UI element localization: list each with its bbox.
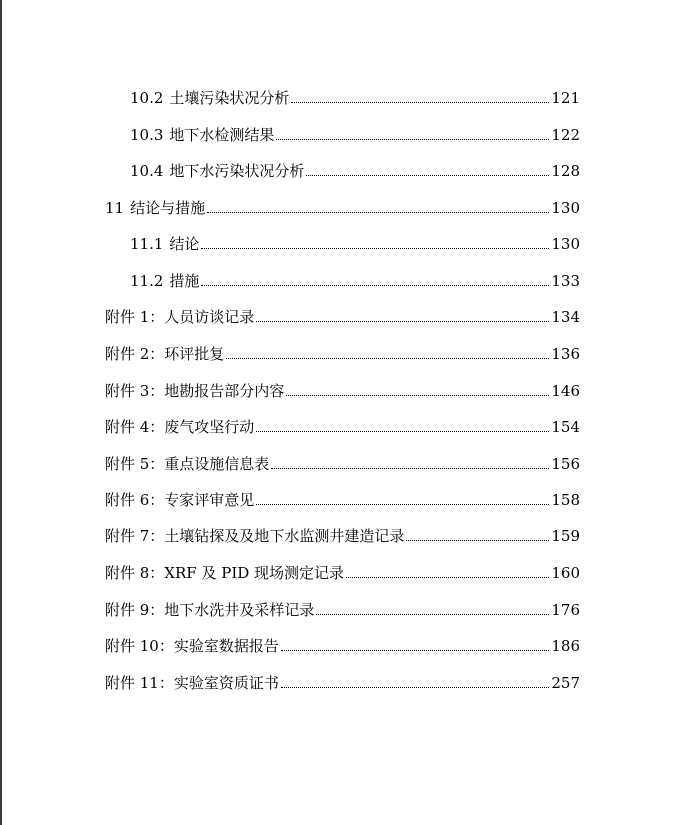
toc-entry-page: 146 xyxy=(551,382,580,400)
toc-dot-leader xyxy=(406,540,549,541)
toc-entry-title: 地下水检测结果 xyxy=(169,126,275,144)
toc-dot-leader xyxy=(306,175,549,176)
toc-entry-number: 11.2 xyxy=(130,272,164,290)
toc-entry-title: 附件 4：废气攻坚行动 xyxy=(105,418,255,436)
toc-entry-page: 176 xyxy=(551,601,580,619)
toc-entry-title: 附件 3：地勘报告部分内容 xyxy=(105,382,285,400)
toc-entry-page: 156 xyxy=(551,455,580,473)
toc-dot-leader xyxy=(286,395,549,396)
toc-entry-page: 154 xyxy=(551,418,580,436)
toc-entry-page: 130 xyxy=(551,199,580,217)
toc-entry[interactable] xyxy=(105,340,580,362)
toc-entry[interactable] xyxy=(130,157,580,179)
toc-dot-leader xyxy=(201,285,549,286)
toc-dot-leader xyxy=(256,321,549,322)
toc-entry[interactable] xyxy=(105,559,580,581)
toc-entry-title: 措施 xyxy=(169,272,200,290)
toc-entry[interactable] xyxy=(105,596,580,618)
toc-entry-page: 134 xyxy=(551,308,580,326)
toc-entry-page: 186 xyxy=(551,637,580,655)
toc-entry[interactable] xyxy=(105,450,580,472)
toc-entry-title: 附件 8：XRF 及 PID 现场测定记录 xyxy=(105,564,345,582)
toc-dot-leader xyxy=(201,248,549,249)
toc-entry[interactable] xyxy=(130,230,580,252)
toc-entry-title: 地下水污染状况分析 xyxy=(169,162,305,180)
toc-dot-leader xyxy=(281,687,550,688)
toc-dot-leader xyxy=(256,431,549,432)
toc-entry-title: 附件 7：土壤钻探及及地下水监测井建造记录 xyxy=(105,527,405,545)
toc-entry-title: 附件 5：重点设施信息表 xyxy=(105,455,270,473)
toc-dot-leader xyxy=(281,650,550,651)
toc-entry[interactable] xyxy=(105,522,580,544)
toc-entry-page: 159 xyxy=(551,527,580,545)
toc-entry[interactable] xyxy=(105,303,580,325)
toc-dot-leader xyxy=(256,504,549,505)
toc-entry[interactable] xyxy=(105,486,580,508)
toc-entry[interactable] xyxy=(105,377,580,399)
toc-entry-number: 10.3 xyxy=(130,126,164,144)
toc-entry[interactable] xyxy=(105,669,580,691)
toc-entry-title: 附件 2：环评批复 xyxy=(105,345,225,363)
toc-dot-leader xyxy=(276,139,549,140)
toc-entry-page: 130 xyxy=(551,235,580,253)
toc-dot-leader xyxy=(316,614,549,615)
toc-entry-page: 158 xyxy=(551,491,580,509)
toc-dot-leader xyxy=(346,577,549,578)
toc-entry[interactable] xyxy=(105,632,580,654)
toc-entry-title: 结论与措施 xyxy=(130,199,206,217)
toc-dot-leader xyxy=(207,212,549,213)
toc-dot-leader xyxy=(291,102,549,103)
toc-entry-page: 121 xyxy=(551,89,580,107)
toc-entry[interactable] xyxy=(105,194,580,216)
toc-entry-page: 133 xyxy=(551,272,580,290)
toc-entry[interactable] xyxy=(130,267,580,289)
toc-entry-page: 128 xyxy=(551,162,580,180)
toc-entry-title: 附件 1：人员访谈记录 xyxy=(105,308,255,326)
toc-entry-page: 160 xyxy=(551,564,580,582)
toc-entry-page: 257 xyxy=(551,674,580,692)
toc-entry-title: 附件 10：实验室数据报告 xyxy=(105,637,279,655)
toc-entry-title: 附件 11：实验室资质证书 xyxy=(105,674,279,692)
toc-entry-title: 结论 xyxy=(169,235,200,253)
toc-entry-number: 10.2 xyxy=(130,89,164,107)
toc-entry[interactable] xyxy=(130,84,580,106)
toc-entry-title: 附件 6：专家评审意见 xyxy=(105,491,255,509)
toc-entry-number: 11 xyxy=(105,199,125,217)
toc-entry[interactable] xyxy=(130,121,580,143)
toc-entry-page: 122 xyxy=(551,126,580,144)
toc-entry-title: 附件 9：地下水洗井及采样记录 xyxy=(105,601,315,619)
toc-entry-title: 土壤污染状况分析 xyxy=(169,89,290,107)
toc-entry-number: 10.4 xyxy=(130,162,164,180)
toc-dot-leader xyxy=(226,358,549,359)
toc-entry[interactable] xyxy=(105,413,580,435)
toc-entry-number: 11.1 xyxy=(130,235,164,253)
toc-entry-page: 136 xyxy=(551,345,580,363)
toc-dot-leader xyxy=(271,468,549,469)
